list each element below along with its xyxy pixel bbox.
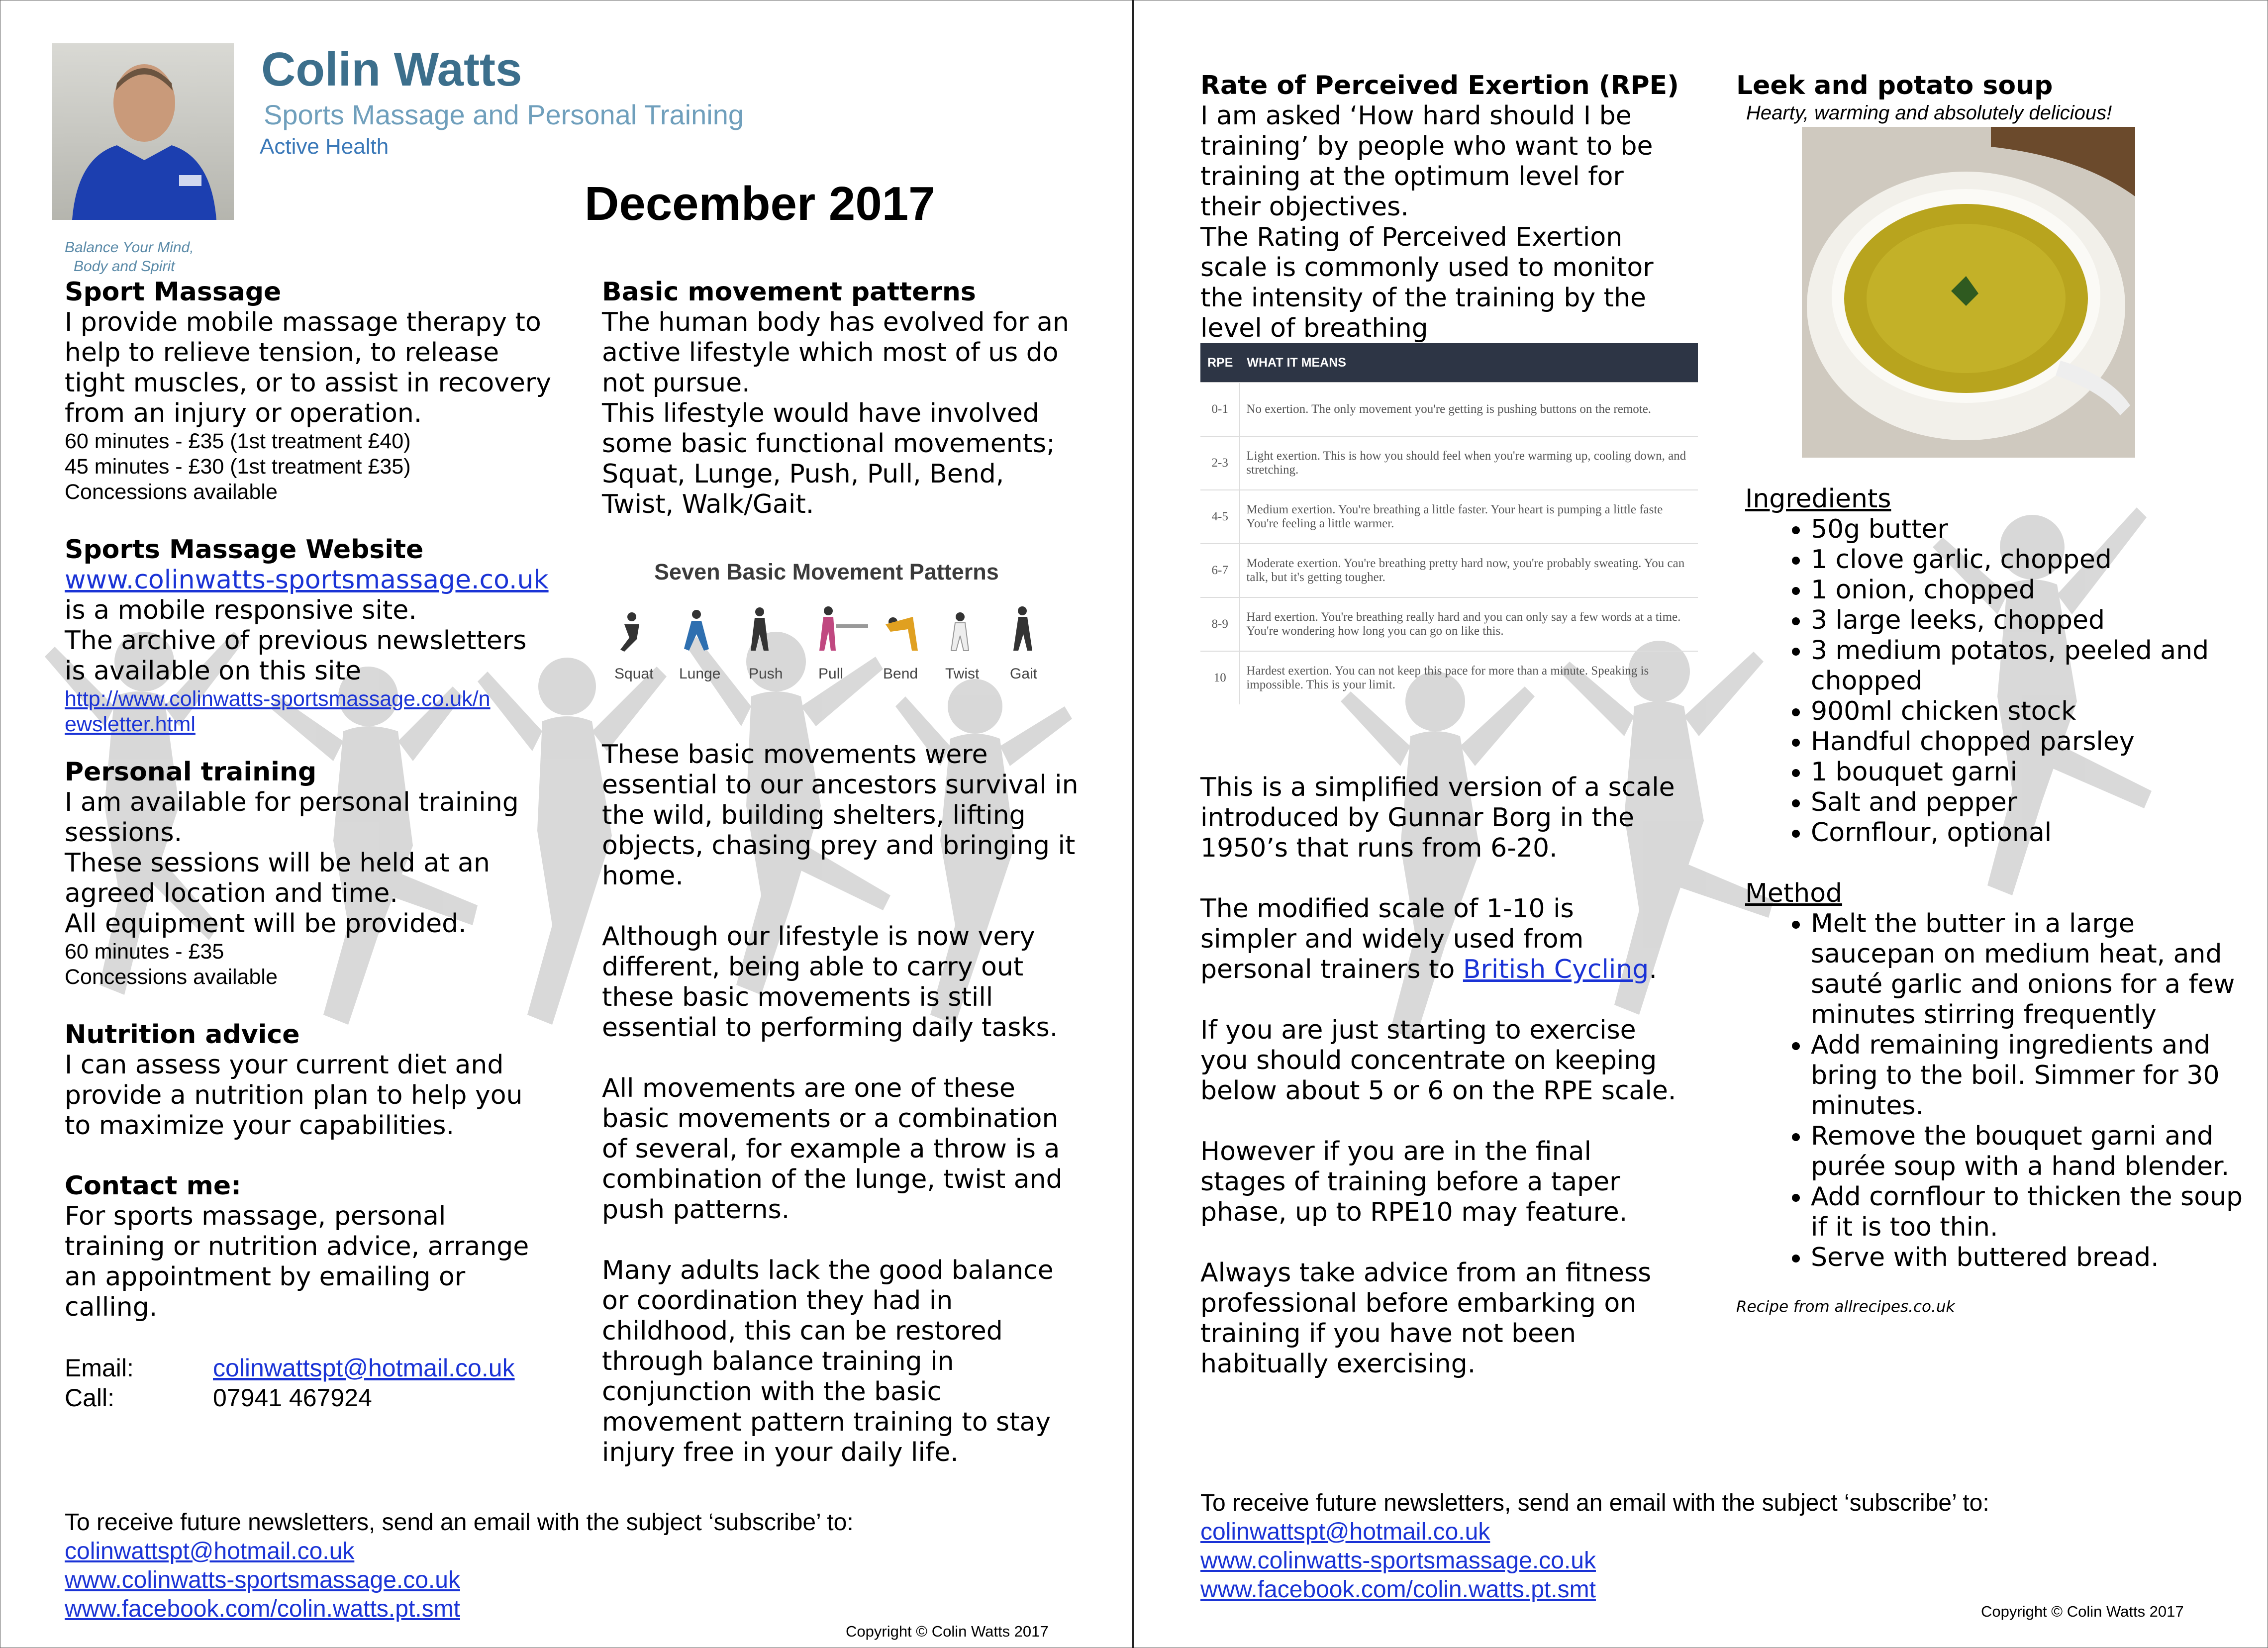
- issue-date: December 2017: [585, 177, 935, 230]
- movement-figures: [609, 602, 1057, 657]
- list-item: • 900ml chicken stock: [1811, 696, 2264, 727]
- basic-movement-p5: All movements are one of these basic movements or a combination of several, for example a throw is a combination of the lunge, twist and push patterns.: [602, 1073, 1063, 1225]
- rpe-p3: This is a simplified version of a scale introduced by Gunnar Borg in the 1950’s that runs from 6-20.: [1200, 773, 1675, 863]
- list-item: • Cornflour, optional: [1811, 818, 2264, 848]
- table-row: [1200, 544, 1698, 597]
- active-health-label: Active Health: [260, 134, 389, 159]
- call-label: Call:: [65, 1384, 115, 1412]
- movement-patterns-graphic: [609, 557, 1057, 691]
- table-row: [1200, 383, 1698, 436]
- list-item: • Salt and pepper: [1811, 787, 2264, 818]
- left-subscribe-email-link[interactable]: colinwattspt@hotmail.co.uk: [65, 1538, 355, 1564]
- rpe-column-header: RPE: [1200, 343, 1240, 383]
- right-subscribe-block: [1200, 1489, 1989, 1604]
- table-row: [1200, 597, 1698, 651]
- list-item: • Melt the butter in a large saucepan on medium heat, and sauté garlic and onions for a few minutes stirring frequently: [1811, 909, 2264, 1030]
- tagline-line-2: Body and Spirit: [74, 258, 175, 275]
- left-copyright: Copyright © Colin Watts 2017: [846, 1623, 1049, 1640]
- personal-training-price: 60 minutes - £35: [65, 940, 224, 964]
- newsletter-archive-link[interactable]: http://www.colinwatts-sportsmassage.co.uk/newsletter.html: [65, 687, 491, 736]
- contact-heading: Contact me:: [65, 1171, 241, 1201]
- pattern-label-bend: Bend: [883, 666, 918, 682]
- list-item: • 3 large leeks, chopped: [1811, 605, 2264, 636]
- rpe-p4-end: .: [1649, 955, 1657, 984]
- right-subscribe-facebook-link[interactable]: www.facebook.com/colin.watts.pt.smt: [1200, 1576, 1596, 1603]
- movement-patterns-title: Seven Basic Movement Patterns: [654, 559, 999, 584]
- meaning-column-header: WHAT IT MEANS: [1240, 343, 1698, 383]
- tagline-line-1: Balance Your Mind,: [65, 239, 194, 256]
- right-subscribe-email-link[interactable]: colinwattspt@hotmail.co.uk: [1200, 1519, 1490, 1545]
- table-row: [1200, 651, 1698, 704]
- left-subscribe-text: To receive future newsletters, send an email with the subject ‘subscribe’ to:: [65, 1509, 854, 1536]
- rpe-p6: However if you are in the final stages of training before a taper phase, up to RPE10 may feature.: [1200, 1137, 1628, 1227]
- rpe-column-lower: [1200, 773, 1698, 1379]
- recipe-source: Recipe from allrecipes.co.uk: [1736, 1298, 1955, 1316]
- list-item: • Handful chopped parsley: [1811, 727, 2264, 757]
- list-item: • 1 onion, chopped: [1811, 575, 2264, 605]
- basic-movement-p6: Many adults lack the good balance or coordination they had in childhood, this can be restored through balance training in conjunction with the basic movement pattern training to stay injury free in your daily life.: [602, 1256, 1054, 1467]
- rpe-value: 2-3: [1200, 436, 1240, 490]
- nutrition-heading: Nutrition advice: [65, 1020, 300, 1050]
- personal-training-heading: Personal training: [65, 757, 317, 787]
- rpe-value: 6-7: [1200, 544, 1240, 597]
- website-heading: Sports Massage Website: [65, 535, 424, 565]
- sport-massage-body: I provide mobile massage therapy to help to relieve tension, to release tight muscles, or to assist in recovery from an injury or operation.: [65, 307, 552, 428]
- rpe-table: [1200, 343, 1698, 704]
- rpe-value: 0-1: [1200, 383, 1240, 436]
- pattern-label-lunge: Lunge: [679, 666, 721, 682]
- personal-training-body: I am available for personal training sessions.: [65, 787, 519, 848]
- list-item: • Add cornflour to thicken the soup if it is too thin.: [1811, 1182, 2264, 1243]
- rpe-value: 4-5: [1200, 490, 1240, 544]
- basic-movement-p1: The human body has evolved for an active lifestyle which most of us do not pursue.: [602, 307, 1069, 398]
- personal-training-body-2: These sessions will be held at an agreed location and time.: [65, 848, 490, 908]
- rpe-meaning: No exertion. The only movement you're getting is pushing buttons on the remote.: [1240, 383, 1698, 436]
- rpe-p4-text: The modified scale of 1-10 is simpler and widely used from personal trainers to: [1200, 894, 1584, 984]
- sport-massage-concessions: Concessions available: [65, 480, 278, 504]
- ingredients-list: [1736, 514, 2264, 848]
- contact-phone-row: [65, 1383, 562, 1413]
- contact-email-row: [65, 1353, 562, 1383]
- list-item: • Remove the bouquet garni and purée soup with a hand blender.: [1811, 1121, 2264, 1182]
- email-label: Email:: [65, 1354, 134, 1382]
- list-item: • 1 clove garlic, chopped: [1811, 545, 2264, 575]
- basic-movement-heading: Basic movement patterns: [602, 277, 976, 307]
- right-copyright: Copyright © Colin Watts 2017: [1981, 1603, 2184, 1620]
- sport-massage-heading: Sport Massage: [65, 277, 282, 307]
- method-list: [1736, 909, 2264, 1273]
- rpe-value: 8-9: [1200, 597, 1240, 651]
- contact-email-link[interactable]: colinwattspt@hotmail.co.uk: [213, 1354, 515, 1382]
- contact-body: For sports massage, personal training or nutrition advice, arrange an appointment by emailing or calling.: [65, 1201, 529, 1322]
- sport-massage-price-60: 60 minutes - £35 (1st treatment £40): [65, 429, 411, 453]
- personal-training-body-3: All equipment will be provided.: [65, 909, 467, 939]
- website-line-1: is a mobile responsive site.: [65, 595, 417, 625]
- rpe-meaning: Hardest exertion. You can not keep this pace for more than a minute. Speaking is impossible. This is your limit.: [1240, 651, 1698, 704]
- rpe-meaning: Medium exertion. You're breathing a little faster. Your heart is pumping a little faste You're feeling a little warmer.: [1240, 490, 1698, 544]
- left-subscribe-block: [65, 1508, 854, 1624]
- rpe-table-header: [1200, 343, 1698, 383]
- basic-movement-p4: Although our lifestyle is now very different, being able to carry out these basic movements is still essential to performing daily tasks.: [602, 922, 1058, 1043]
- rpe-p5: If you are just starting to exercise you should concentrate on keeping below about 5 or 6 on the RPE scale.: [1200, 1015, 1676, 1106]
- british-cycling-link[interactable]: British Cycling: [1463, 955, 1649, 984]
- ingredients-heading: Ingredients: [1745, 484, 1891, 514]
- table-row: [1200, 490, 1698, 544]
- rpe-meaning: Hard exertion. You're breathing really hard and you can only say a few words at a time. You're wondering how long you can go on like this.: [1240, 597, 1698, 651]
- pattern-label-twist: Twist: [945, 666, 980, 682]
- personal-training-concessions: Concessions available: [65, 965, 278, 989]
- pattern-label-push: Push: [749, 666, 783, 682]
- right-subscribe-text: To receive future newsletters, send an email with the subject ‘subscribe’ to:: [1200, 1490, 1989, 1516]
- nutrition-body: I can assess your current diet and provide a nutrition plan to help you to maximize your capabilities.: [65, 1050, 523, 1141]
- middle-column-lower: [602, 740, 1104, 1468]
- list-item: • Serve with buttered bread.: [1811, 1243, 2264, 1273]
- rpe-p2: The Rating of Perceived Exertion scale is commonly used to monitor the intensity of the training by the level of breathing: [1200, 222, 1654, 343]
- list-item: • 3 medium potatos, peeled and chopped: [1811, 636, 2264, 696]
- soup-column: [1736, 484, 2264, 1316]
- rpe-heading: Rate of Perceived Exertion (RPE): [1200, 71, 1679, 100]
- profile-photo: [52, 43, 234, 220]
- right-subscribe-site-link[interactable]: www.colinwatts-sportsmassage.co.uk: [1200, 1548, 1596, 1574]
- contact-phone: 07941 467924: [213, 1384, 372, 1412]
- newsletter-subtitle: Sports Massage and Personal Training: [264, 99, 744, 130]
- rpe-value: 10: [1200, 651, 1240, 704]
- list-item: • Add remaining ingredients and bring to the boil. Simmer for 30 minutes.: [1811, 1030, 2264, 1121]
- page-divider: [1132, 0, 1134, 1648]
- basic-movement-p3: These basic movements were essential to our ancestors survival in the wild, building shelters, lifting objects, chasing prey and bringing it home.: [602, 740, 1079, 891]
- pattern-label-gait: Gait: [1010, 666, 1038, 682]
- table-row: [1200, 436, 1698, 490]
- soup-heading: Leek and potato soup: [1736, 71, 2053, 100]
- left-subscribe-facebook-link[interactable]: www.facebook.com/colin.watts.pt.smt: [65, 1596, 460, 1622]
- rpe-meaning: Light exertion. This is how you should feel when you're warming up, cooling down, and stretching.: [1240, 436, 1698, 490]
- website-link[interactable]: www.colinwatts-sportsmassage.co.uk: [65, 565, 549, 595]
- rpe-p1: I am asked ‘How hard should I be training’ by people who want to be training at the optimum level for their objectives.: [1200, 101, 1653, 222]
- list-item: • 1 bouquet garni: [1811, 757, 2264, 787]
- middle-column: [602, 277, 1104, 520]
- left-subscribe-site-link[interactable]: www.colinwatts-sportsmassage.co.uk: [65, 1567, 460, 1593]
- soup-tagline: Hearty, warming and absolutely delicious!: [1746, 102, 2112, 124]
- left-column: [65, 277, 562, 1413]
- rpe-p7: Always take advice from an fitness professional before embarking on training if you have not been habitually exercising.: [1200, 1258, 1652, 1379]
- soup-photo: [1802, 127, 2135, 458]
- rpe-meaning: Moderate exertion. You're breathing pretty hard now, you're probably sweating. You can talk, but it's getting tougher.: [1240, 544, 1698, 597]
- list-item: • 50g butter: [1811, 514, 2264, 545]
- website-line-2: The archive of previous newsletters is available on this site: [65, 626, 527, 686]
- method-heading: Method: [1745, 878, 1843, 908]
- pattern-label-squat: Squat: [614, 666, 654, 682]
- sport-massage-price-45: 45 minutes - £30 (1st treatment £35): [65, 455, 411, 479]
- rpe-p4: [1200, 894, 1678, 985]
- rpe-column: [1200, 71, 1703, 344]
- basic-movement-p2: This lifestyle would have involved some basic functional movements; Squat, Lunge, Push, Pull, Bend, Twist, Walk/Gait.: [602, 398, 1055, 519]
- pattern-label-pull: Pull: [818, 666, 844, 682]
- newsletter-title: Colin Watts: [261, 43, 522, 96]
